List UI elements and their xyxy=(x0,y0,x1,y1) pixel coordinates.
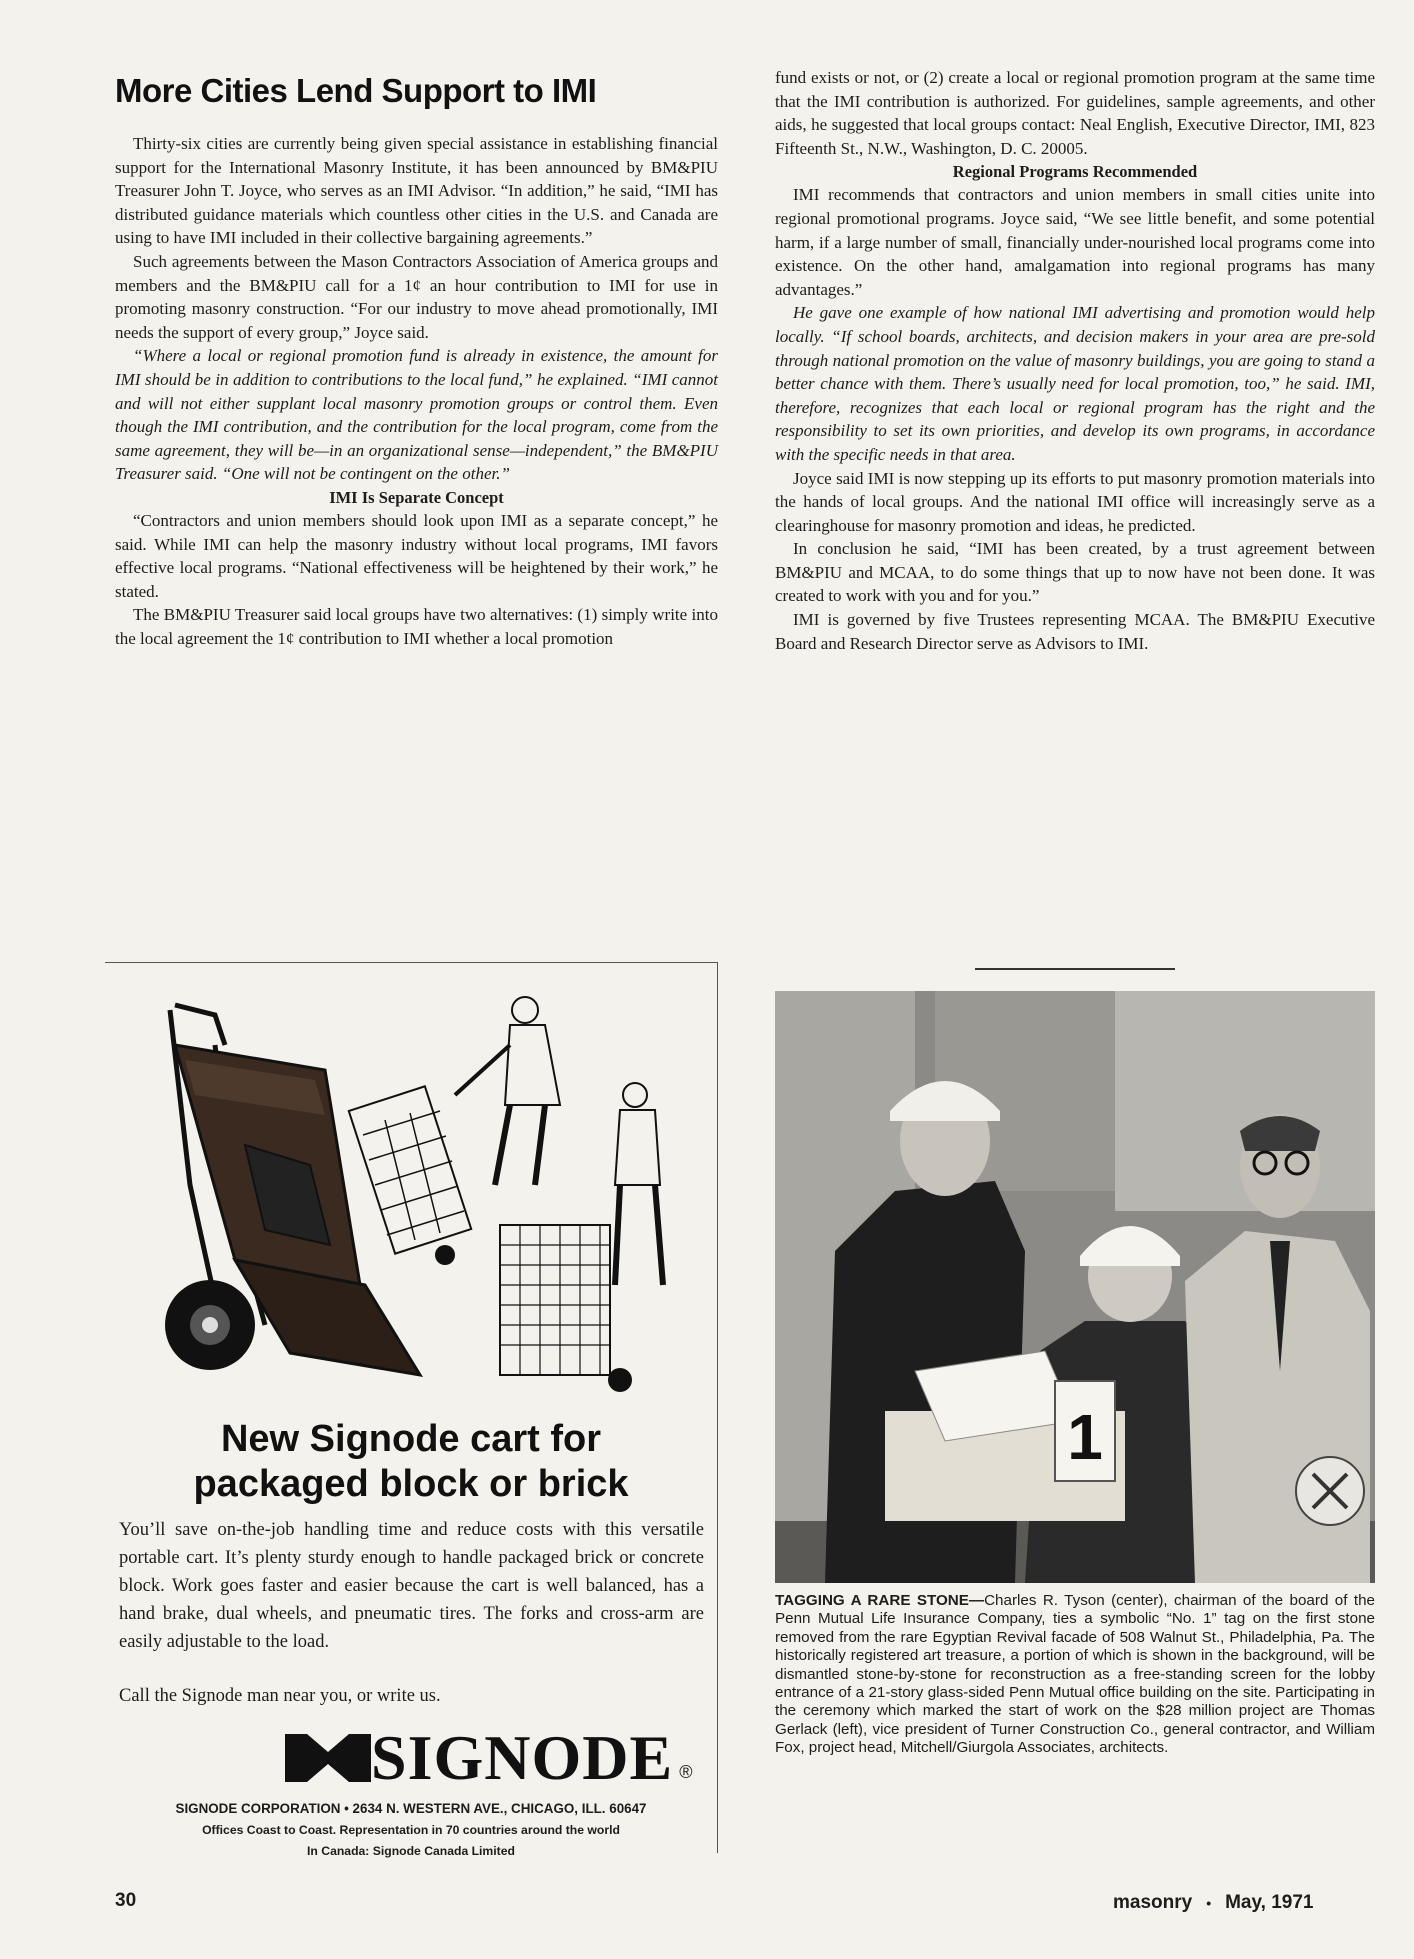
signode-wordmark: SIGNODE xyxy=(371,1722,674,1793)
article-paragraph: In conclusion he said, “IMI has been created, by a trust agreement between BM&PIU and MCAA, to do some things that up to now have not been done. It was created to work with you and for you.” xyxy=(775,539,1375,606)
subhead-separate-concept: IMI Is Separate Concept xyxy=(329,487,504,507)
article-paragraph: Thirty-six cities are currently being given special assistance in establishing financial support for the International Masonry Institute, it has been announced by BM&PIU Treasurer John T. Joyce, who serves as an IMI Advisor. “In addition,” he said, “IMI has distributed guidance materials which countless other cities in the U.S. and Canada are using to have IMI included in their collective bargaining agreements.” xyxy=(115,134,718,248)
section-divider xyxy=(975,968,1175,970)
magazine-name: masonry xyxy=(1113,1892,1193,1913)
article-paragraph: He gave one example of how national IMI advertising and promotion would help locally. “If school boards, architects, and decision makers in your area are pre-sold through national promotion on the value of masonry buildings, you are going to stand a better chance with them. There’s usually need for local promotion, too,” he said. IMI, therefore, recognizes that each local or regional program has the right and the responsibility to set its own priorities, and develop its own programs, in accordance with the specific needs in that area. xyxy=(775,303,1375,464)
tag-number: 1 xyxy=(1067,1401,1103,1473)
article-paragraph: Joyce said IMI is now stepping up its efforts to put masonry promotion materials into the hands of local groups. And the national IMI office will increasingly serve as a clearinghouse for masonry promotion and ideas, he predicted. xyxy=(775,468,1375,535)
article-left-column xyxy=(115,72,718,650)
article-paragraph: Such agreements between the Mason Contractors Association of America groups and members and the BM&PIU call for a 1¢ an hour contribution to IMI for use in promoting masonry construction. “For our industry to move ahead promotionally, IMI needs the support of every group,” Joyce said. xyxy=(115,251,718,342)
signode-mark-icon xyxy=(285,1734,371,1782)
ad-call-to-action: Call the Signode man near you, or write us. xyxy=(119,1686,441,1706)
article-right-column xyxy=(775,66,1375,655)
signode-advertisement xyxy=(105,962,718,1858)
article-title: More Cities Lend Support to IMI xyxy=(115,72,597,109)
ad-canada: In Canada: Signode Canada Limited xyxy=(307,1844,515,1858)
worker-with-rack-drawing xyxy=(500,1083,663,1392)
ad-address: SIGNODE CORPORATION • 2634 N. WESTERN AVE., CHICAGO, ILL. 60647 xyxy=(175,1801,647,1816)
issue-date: May, 1971 xyxy=(1225,1892,1314,1913)
ad-headline-line: New Signode cart for xyxy=(220,1418,602,1460)
article-paragraph: The BM&PIU Treasurer said local groups have two alternatives: (1) simply write into the local agreement the 1¢ contribution to IMI whether a local promotion xyxy=(115,605,718,648)
article-paragraph: IMI recommends that contractors and union members in small cities unite into regional promotional programs. Joyce said, “We see little benefit, and some potential harm, if a large number of small, financially under-nourished local programs come into existence. On the other hand, amalgamation into regional programs has many advantages.” xyxy=(775,185,1375,299)
cart-illustration xyxy=(115,985,715,1405)
article-paragraph: fund exists or not, or (2) create a local or regional promotion program at the same time that the IMI contribution is authorized. For guidelines, sample agreements, and other aids, he suggested that local groups contact: Neal English, Executive Director, IMI, 823 Fifteenth St., N.W., Washington, D. C. 20005. xyxy=(775,68,1375,158)
photo-scene xyxy=(775,991,1375,1583)
caption-body: Charles R. Tyson (center), chairman of the board of the Penn Mutual Life Insurance Company, ties a symbolic “No. 1” tag on the first stone removed from the rare Egyptian Revival facade of 508 Walnut St., Philadelphia, Pa. The historically registered art treasure, a portion of which is shown in the background, will be dismantled stone-by-stone for reconstruction as a free-standing screen for the lobby entrance of a 21-story glass-sided Penn Mutual office building on the site. Participating in the ceremony which marked the start of work on the $28 million project are Thomas Gerlack (left), vice president of Turner Construction Co., general contractor, and William Fox, project head, Mitchell/Giurgola Associates, architects. xyxy=(775,1592,1375,1757)
ad-headline xyxy=(105,1417,717,1507)
photo-caption xyxy=(775,1592,1375,1758)
article-paragraph: IMI is governed by five Trustees representing MCAA. The BM&PIU Executive Board and Research Director serve as Advisors to IMI. xyxy=(775,610,1375,653)
footer-separator: • xyxy=(1206,1895,1212,1911)
article-paragraph: “Where a local or regional promotion fund is already in existence, the amount for IMI should be in addition to contributions to the local fund,” he explained. “IMI cannot and will not either supplant local masonry promotion groups or control them. Even though the IMI contribution, and the contribution for the local program, come from the same agreement, they will be—in an organizational sense—independent,” the BM&PIU Treasurer said. “One will not be contingent on the other.” xyxy=(115,346,718,484)
signode-logo xyxy=(285,1722,693,1793)
ceremony-photo xyxy=(775,991,1375,1583)
article-paragraph: “Contractors and union members should look upon IMI as a separate concept,” he said. While IMI can help the masonry industry without local programs, IMI favors effective local programs. “National effectiveness will be heightened by their work,” he stated. xyxy=(115,510,718,601)
subhead-regional-programs: Regional Programs Recommended xyxy=(952,162,1198,182)
running-footer xyxy=(1113,1892,1314,1914)
ad-offices: Offices Coast to Coast. Representation in 70 countries around the world xyxy=(202,1823,620,1837)
page-number: 30 xyxy=(115,1890,137,1911)
ad-headline-line: packaged block or brick xyxy=(193,1463,629,1505)
caption-lead: TAGGING A RARE STONE— xyxy=(775,1592,985,1609)
ad-body-text: You’ll save on-the-job handling time and reduce costs with this versatile portable cart. It’s plenty sturdy enough to handle packaged brick or concrete block. Work goes faster and easier because the cart is well balanced, has a hand brake, dual wheels, and pneumatic tires. The forks and cross-arm are easily adjustable to the load. xyxy=(119,1520,704,1652)
registered-mark: ® xyxy=(679,1761,693,1782)
